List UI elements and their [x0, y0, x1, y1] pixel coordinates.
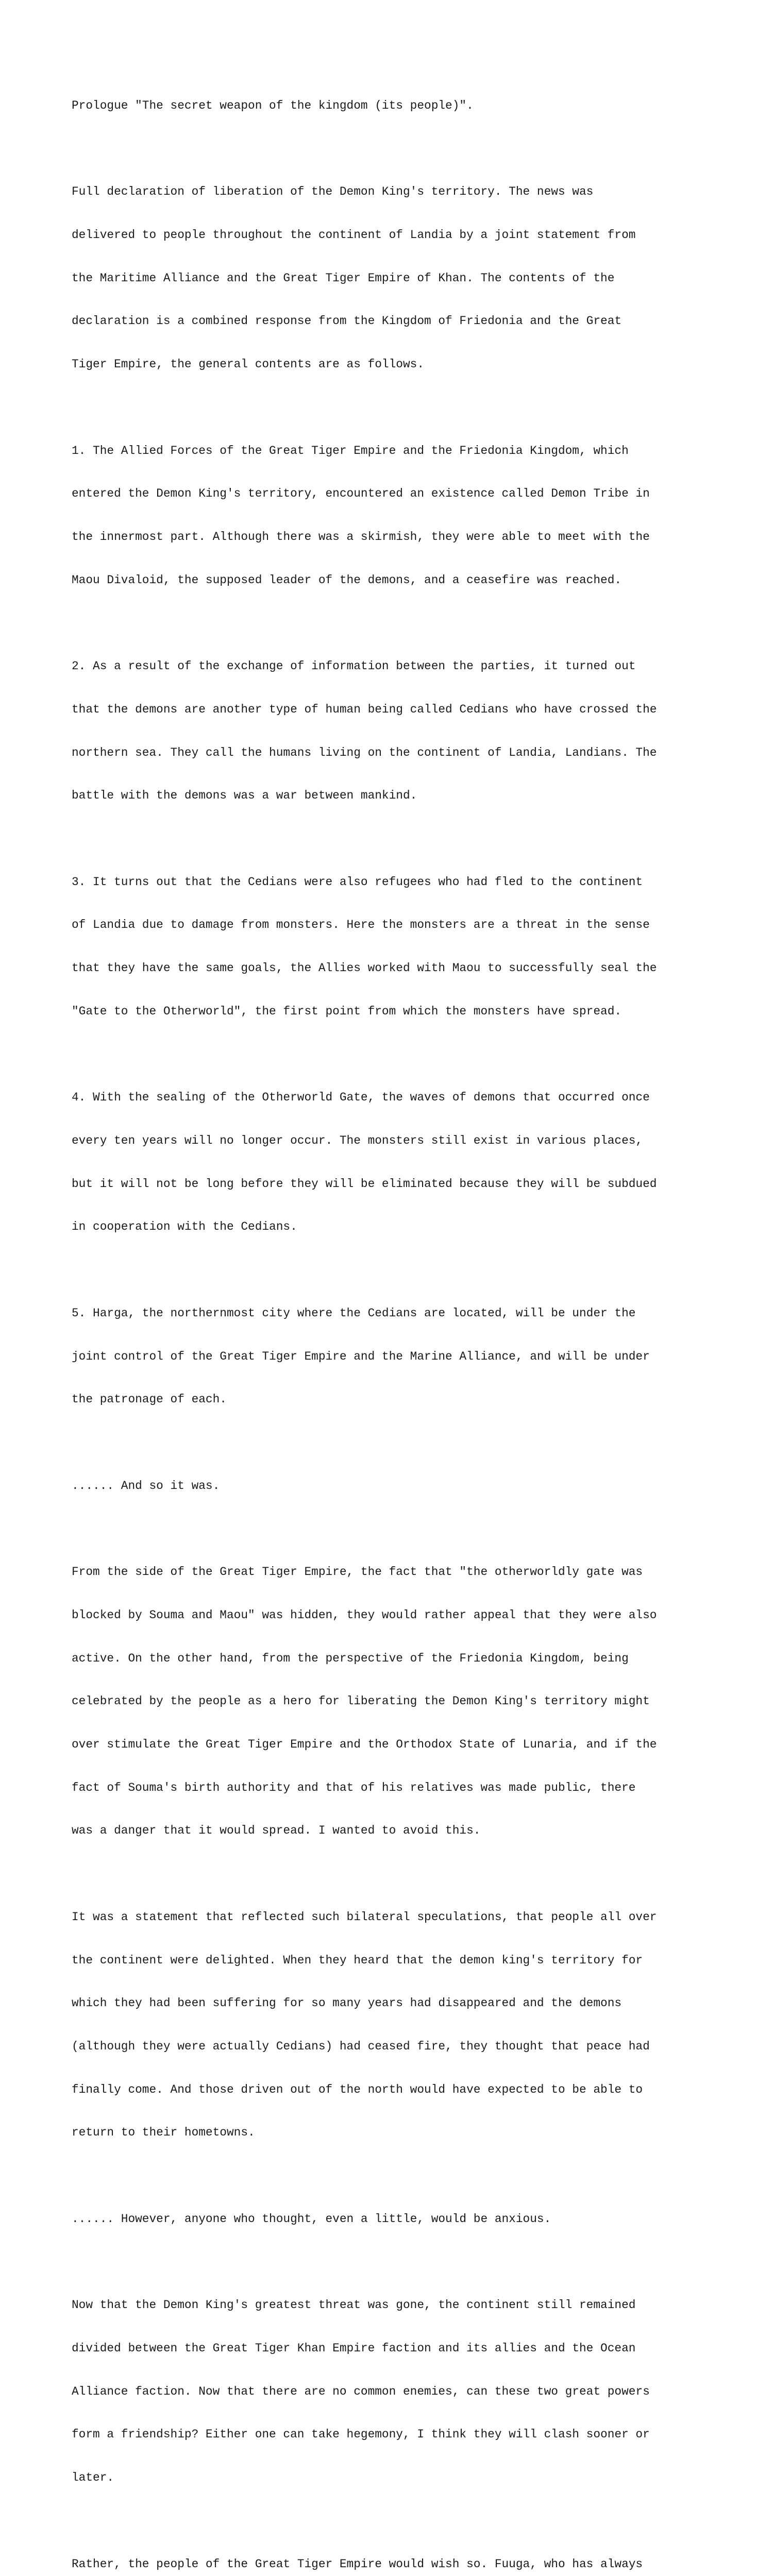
paragraph-statement [72, 1882, 711, 2169]
text-line: delivered to people throughout the continent of Landia by a joint statement from [72, 228, 636, 242]
text-line: 3. It turns out that the Cedians were also refugees who had fled to the continent [72, 875, 643, 889]
text-line: joint control of the Great Tiger Empire and the Marine Alliance, and will be under [72, 1349, 650, 1363]
text-line: was a danger that it would spread. I wanted to avoid this. [72, 1824, 481, 1838]
text-line: the innermost part. Although there was a skirmish, they were able to meet with the [72, 530, 650, 544]
text-line: declaration is a combined response from the Kingdom of Friedonia and the Great [72, 314, 622, 328]
paragraph-item-3 [72, 846, 711, 1048]
paragraph-and-so-it-was [72, 1450, 711, 1522]
paragraph-item-2 [72, 631, 711, 832]
text-line: 2. As a result of the exchange of information between the parties, it turned out [72, 659, 636, 673]
document-page [72, 70, 711, 2576]
paragraph-item-4 [72, 1062, 711, 1263]
text-line: active. On the other hand, from the perspective of the Friedonia Kingdom, being [72, 1651, 629, 1665]
text-line: Alliance faction. Now that there are no common enemies, can these two great powers [72, 2384, 650, 2398]
text-line: "Gate to the Otherworld", the first point from which the monsters have spread. [72, 1004, 622, 1018]
text-line: the patronage of each. [72, 1393, 227, 1406]
paragraph-item-5 [72, 1278, 711, 1436]
text-line: battle with the demons was a war between mankind. [72, 789, 417, 803]
paragraph-empire-side [72, 1536, 711, 1867]
paragraph-declaration [72, 156, 711, 400]
prologue-title [72, 70, 711, 142]
text-line: Prologue "The secret weapon of the kingdom (its people)". [72, 98, 474, 112]
text-line: that they have the same goals, the Allies worked with Maou to successfully seal the [72, 961, 657, 975]
text-line: Now that the Demon King's greatest threat was gone, the continent still remained [72, 2298, 636, 2312]
text-line: every ten years will no longer occur. The monsters still exist in various places, [72, 1133, 643, 1147]
paragraph-item-1 [72, 415, 711, 617]
text-line: which they had been suffering for so many years had disappeared and the demons [72, 1996, 622, 2010]
text-line: later. [72, 2471, 114, 2485]
text-line: Rather, the people of the Great Tiger Empire would wish so. Fuuga, who has always [72, 2557, 643, 2571]
text-line: form a friendship? Either one can take hegemony, I think they will clash sooner or [72, 2428, 650, 2442]
text-line: entered the Demon King's territory, encountered an existence called Demon Tribe in [72, 487, 650, 501]
text-line: (although they were actually Cedians) had ceased fire, they thought that peace had [72, 2040, 650, 2054]
text-line: fact of Souma's birth authority and that of his relatives was made public, there [72, 1781, 636, 1794]
text-line: 4. With the sealing of the Otherworld Gate, the waves of demons that occurred once [72, 1091, 650, 1105]
text-line: finally come. And those driven out of the north would have expected to be able to [72, 2082, 643, 2096]
text-line: return to their hometowns. [72, 2126, 255, 2140]
text-line: in cooperation with the Cedians. [72, 1220, 297, 1234]
text-line: ...... However, anyone who thought, even a little, would be anxious. [72, 2212, 551, 2226]
text-line: that the demons are another type of human being called Cedians who have crossed the [72, 702, 657, 716]
text-line: It was a statement that reflected such bilateral speculations, that people all over [72, 1910, 657, 1924]
text-line: over stimulate the Great Tiger Empire and the Orthodox State of Lunaria, and if the [72, 1738, 657, 1751]
text-line: the Maritime Alliance and the Great Tiger Empire of Khan. The contents of the [72, 271, 615, 285]
text-line: of Landia due to damage from monsters. Here the monsters are a threat in the sense [72, 918, 650, 932]
text-line: divided between the Great Tiger Khan Empire faction and its allies and the Ocean [72, 2342, 636, 2355]
paragraph-however [72, 2183, 711, 2256]
text-line: celebrated by the people as a hero for liberating the Demon King's territory might [72, 1694, 650, 1708]
text-line: 1. The Allied Forces of the Great Tiger Empire and the Friedonia Kingdom, which [72, 444, 629, 457]
text-line: ...... And so it was. [72, 1479, 220, 1493]
text-line: but it will not be long before they will be eliminated because they will be subdued [72, 1177, 657, 1191]
paragraph-rather [72, 2529, 711, 2576]
text-line: Maou Divaloid, the supposed leader of the demons, and a ceasefire was reached. [72, 573, 622, 587]
text-line: From the side of the Great Tiger Empire, the fact that "the otherworldly gate was [72, 1565, 643, 1579]
text-line: northern sea. They call the humans living on the continent of Landia, Landians. The [72, 745, 657, 759]
text-line: 5. Harga, the northernmost city where the Cedians are located, will be under the [72, 1306, 636, 1320]
paragraph-continent-divided [72, 2269, 711, 2514]
text-line: blocked by Souma and Maou" was hidden, they would rather appeal that they were also [72, 1608, 657, 1622]
text-line: Tiger Empire, the general contents are as follows. [72, 358, 425, 371]
text-line: the continent were delighted. When they heard that the demon king's territory for [72, 1953, 643, 1967]
text-line: Full declaration of liberation of the Demon King's territory. The news was [72, 185, 594, 199]
